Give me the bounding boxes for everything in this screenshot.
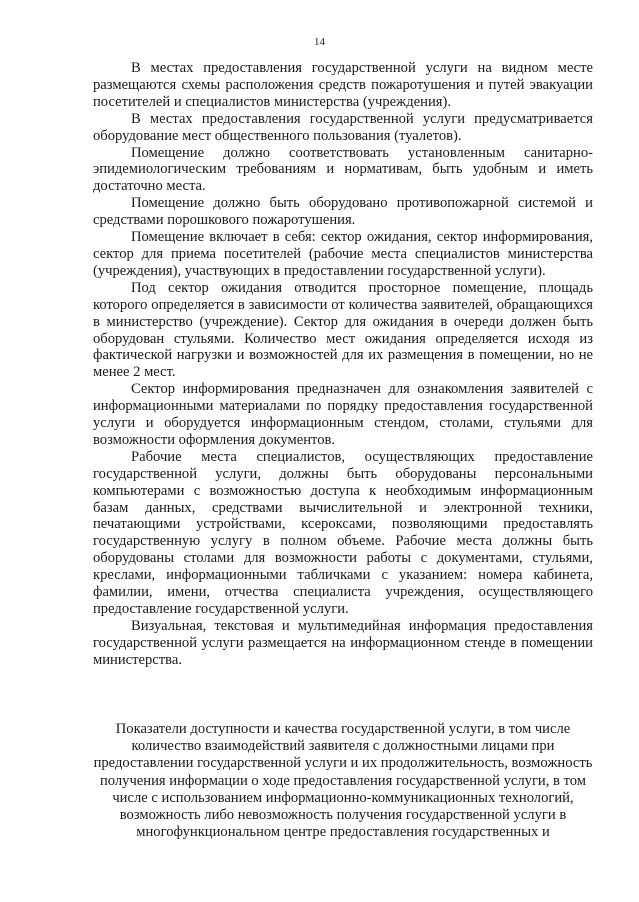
paragraph-sanitary-requirements: Помещение должно соответствовать установленным санитарно-эпидемиологическим требованиям и нормативам, быть удобным и иметь достаточно места. [93,144,593,195]
paragraph-information-stand: Визуальная, текстовая и мультимедийная информация предоставления государственной услуги размещается на информационном стенде в помещении министерства. [93,617,593,668]
paragraph-information-sector: Сектор информирования предназначен для ознакомления заявителей с информационными материалами по порядку предоставления государственной услуги и оборудуется информационным стендом, столами, стульями для возможности оформления документов. [93,381,593,448]
paragraph-room-sectors: Помещение включает в себя: сектор ожидания, сектор информирования, сектор для приема посетителей (рабочие места специалистов министерства (учреждения), участвующих в предоставлении государственной услуги). [93,229,593,279]
paragraph-workplaces: Рабочие места специалистов, осуществляющих предоставление государственной услуги, должны быть оборудованы персональными компьютерами с возможностью доступа к необходимым информационным базам данных, средствами вычислительной и электронной техники, печатающими устройствами, ксероксами, позволяющими предоставлять государственную услугу в полном объеме. Рабочие места должны быть оборудованы столами для возможности работы с документами, стульями, креслами, информационными табличками с указанием: номера кабинета, фамилии, имени, отчества специалиста учреждения, осуществляющего предоставление государственной услуги. [93,448,593,617]
page-number: 14 [314,36,325,48]
document-body [93,60,593,669]
paragraph-fire-protection: Помещение должно быть оборудовано противопожарной системой и средствами порошкового пожаротушения. [93,195,593,229]
paragraph-waiting-sector: Под сектор ожидания отводится просторное помещение, площадь которого определяется в зависимости от количества заявителей, обращающихся в министерство (учреждение). Сектор для ожидания в очереди должен быть оборудован стульями. Количество мест ожидания определяется исходя из фактической нагрузки и возможностей для их размещения в помещении, но не менее 2 мест. [93,279,593,381]
paragraph-evacuation-schemes: В местах предоставления государственной услуги на видном месте размещаются схемы расположения средств пожаротушения и путей эвакуации посетителей и специалистов министерства (учреждения). [93,60,593,110]
section-heading: Показатели доступности и качества государственной услуги, в том числе количество взаимодействий заявителя с должностными лицами при предоставлении государственной услуги и их продолжительность, возможность получения информации о ходе предоставления государственной услуги, в том числе с использованием информационно-коммуникационных технологий, возможность либо невозможность получения государственной услуги в многофункциональном центре предоставления государственных и [93,721,593,841]
paragraph-restrooms: В местах предоставления государственной услуги предусматривается оборудование мест общественного пользования (туалетов). [93,110,593,144]
